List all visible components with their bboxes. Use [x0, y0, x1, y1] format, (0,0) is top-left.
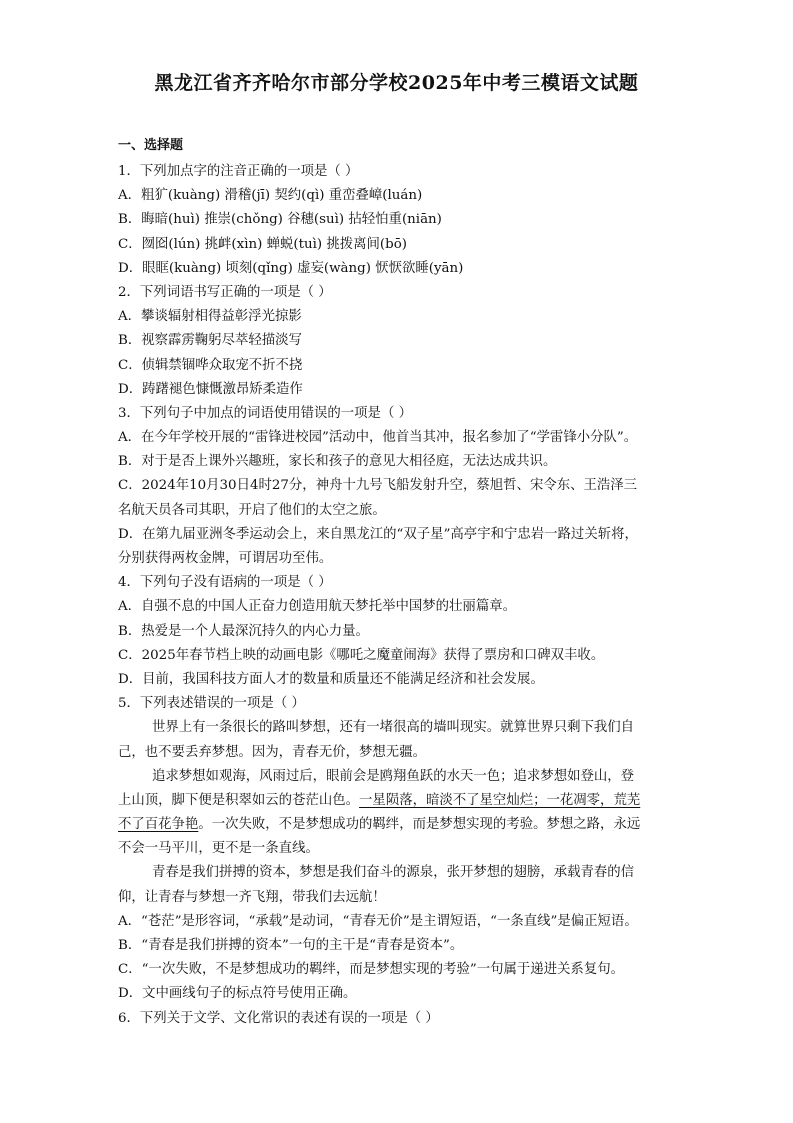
q5-passage-p2-line3-text: 。一次失败，不是梦想成功的羁绊，而是梦想实现的考验。梦想之路，永远	[198, 817, 641, 833]
q5-passage-p2-line4: 不会一马平川，更不是一条直线。	[118, 841, 319, 857]
question-body	[118, 160, 678, 1031]
q5-option-a: A．“苍茫”是形容词，“承载”是动词，“青春无价”是主谓短语，“一条直线”是偏正短语。	[118, 913, 638, 929]
q1-option-a: A．粗犷(kuàng) 滑稽(jī) 契约(qì) 重峦叠嶂(luán)	[118, 188, 423, 204]
q3-option-c-line2: 名航天员各司其职，开启了他们的太空之旅。	[118, 502, 386, 518]
q3-option-b: B．对于是否上课外兴趣班，家长和孩子的意见大相径庭，无法达成共识。	[118, 454, 557, 470]
page-title: 黑龙江省齐齐哈尔市部分学校2025年中考三模语文试题	[154, 72, 639, 94]
q2-option-a: A．攀谈辐射相得益彰浮光掠影	[118, 309, 302, 325]
q5-passage-p3-line1: 青春是我们拼搏的资本，梦想是我们奋斗的源泉，张开梦想的翅膀，承载青春的信	[152, 865, 635, 881]
q2-option-b: B．视察霹雳鞠躬尽萃轻描淡写	[118, 333, 302, 349]
q5-option-b: B．“青春是我们拼搏的资本”一句的主干是“青春是资本”。	[118, 938, 464, 953]
q3-option-c-line1: C．2024年10月30日4时27分，神舟十九号飞船发射升空，蔡旭哲、宋令东、王浩泽三	[118, 478, 638, 494]
q2-option-c: C．侦辑禁锢哗众取宠不折不挠	[118, 357, 303, 373]
q5-passage-p2-line1: 追求梦想如观海，风雨过后，眼前会是鸥翔鱼跃的水天一色；追求梦想如登山，登	[152, 768, 635, 784]
q1-option-b: B．晦暗(huì) 推崇(chǒng) 谷穗(suì) 拈轻怕重(niān)	[118, 212, 442, 228]
q5-underlined-sentence-part1: 一星陨落，暗淡不了星空灿烂；一花凋零，荒芜	[359, 792, 641, 808]
q4-option-a: A．自强不息的中国人正奋力创造用航天梦托举中国梦的壮丽篇章。	[118, 599, 516, 615]
q4-option-b: B．热爱是一个人最深沉持久的内心力量。	[118, 623, 369, 639]
q5-option-c: C．“一次失败，不是梦想成功的羁绊，而是梦想实现的考验”一句属于递进关系复句。	[118, 962, 624, 978]
q4-option-d: D．目前，我国科技方面人才的数量和质量还不能满足经济和社会发展。	[118, 671, 544, 687]
q1-option-c: C．囫囵(lún) 挑衅(xìn) 蝉蜕(tuì) 挑拨离间(bō)	[118, 236, 408, 252]
q5-stem: 5．下列表述错误的一项是（ ）	[118, 696, 305, 712]
q1-stem: 1．下列加点字的注音正确的一项是（ ）	[118, 164, 359, 179]
q4-stem: 4．下列句子没有语病的一项是（ ）	[118, 575, 332, 591]
q3-option-d-line2: 分别获得两枚金牌，可谓居功至伟。	[118, 551, 333, 566]
q5-option-d: D．文中画线句子的标点符号使用正确。	[118, 986, 357, 1002]
q5-passage-p1-line1: 世界上有一条很长的路叫梦想，还有一堵很高的墙叫现实。就算世界只剩下我们自	[152, 720, 635, 736]
q6-stem: 6．下列关于文学、文化常识的表述有误的一项是（ ）	[118, 1010, 439, 1026]
q3-option-d-line1: D．在第九届亚洲冬季运动会上，来自黑龙江的“双子星”高亭宇和宁忠岩一路过关斩将，	[118, 526, 638, 542]
q2-option-d: D．踌躇褪色慷慨激昂矫柔造作	[118, 381, 303, 397]
q5-passage-p2-line2	[118, 789, 678, 813]
q5-underlined-sentence-part2: 不了百花争艳	[118, 817, 199, 833]
q5-passage-p2-line3	[118, 813, 678, 837]
q5-passage-p2-line2-text: 上山顶，脚下便是积翠如云的苍茫山色。	[118, 792, 360, 808]
q5-passage-p1-line2: 己，也不要丢弃梦想。因为，青春无价，梦想无疆。	[118, 744, 426, 760]
q2-stem: 2．下列词语书写正确的一项是（ ）	[118, 284, 332, 300]
q3-option-a: A．在今年学校开展的“雷锋进校园”活动中，他首当其冲，报名参加了“学雷锋小分队”。	[118, 430, 638, 446]
q5-passage-p3-line2: 仰，让青春与梦想一齐飞翔，带我们去远航！	[118, 889, 386, 905]
section-heading: 一、选择题	[118, 138, 184, 153]
q3-stem: 3．下列句子中加点的词语使用错误的一项是（ ）	[118, 405, 412, 421]
q4-option-c: C．2025年春节档上映的动画电影《哪吒之魔童闹海》获得了票房和口碑双丰收。	[118, 647, 605, 663]
q1-option-d: D．眼眶(kuàng) 顷刻(qǐng) 虚妄(wàng) 恹恹欲睡(yān)	[118, 260, 464, 276]
